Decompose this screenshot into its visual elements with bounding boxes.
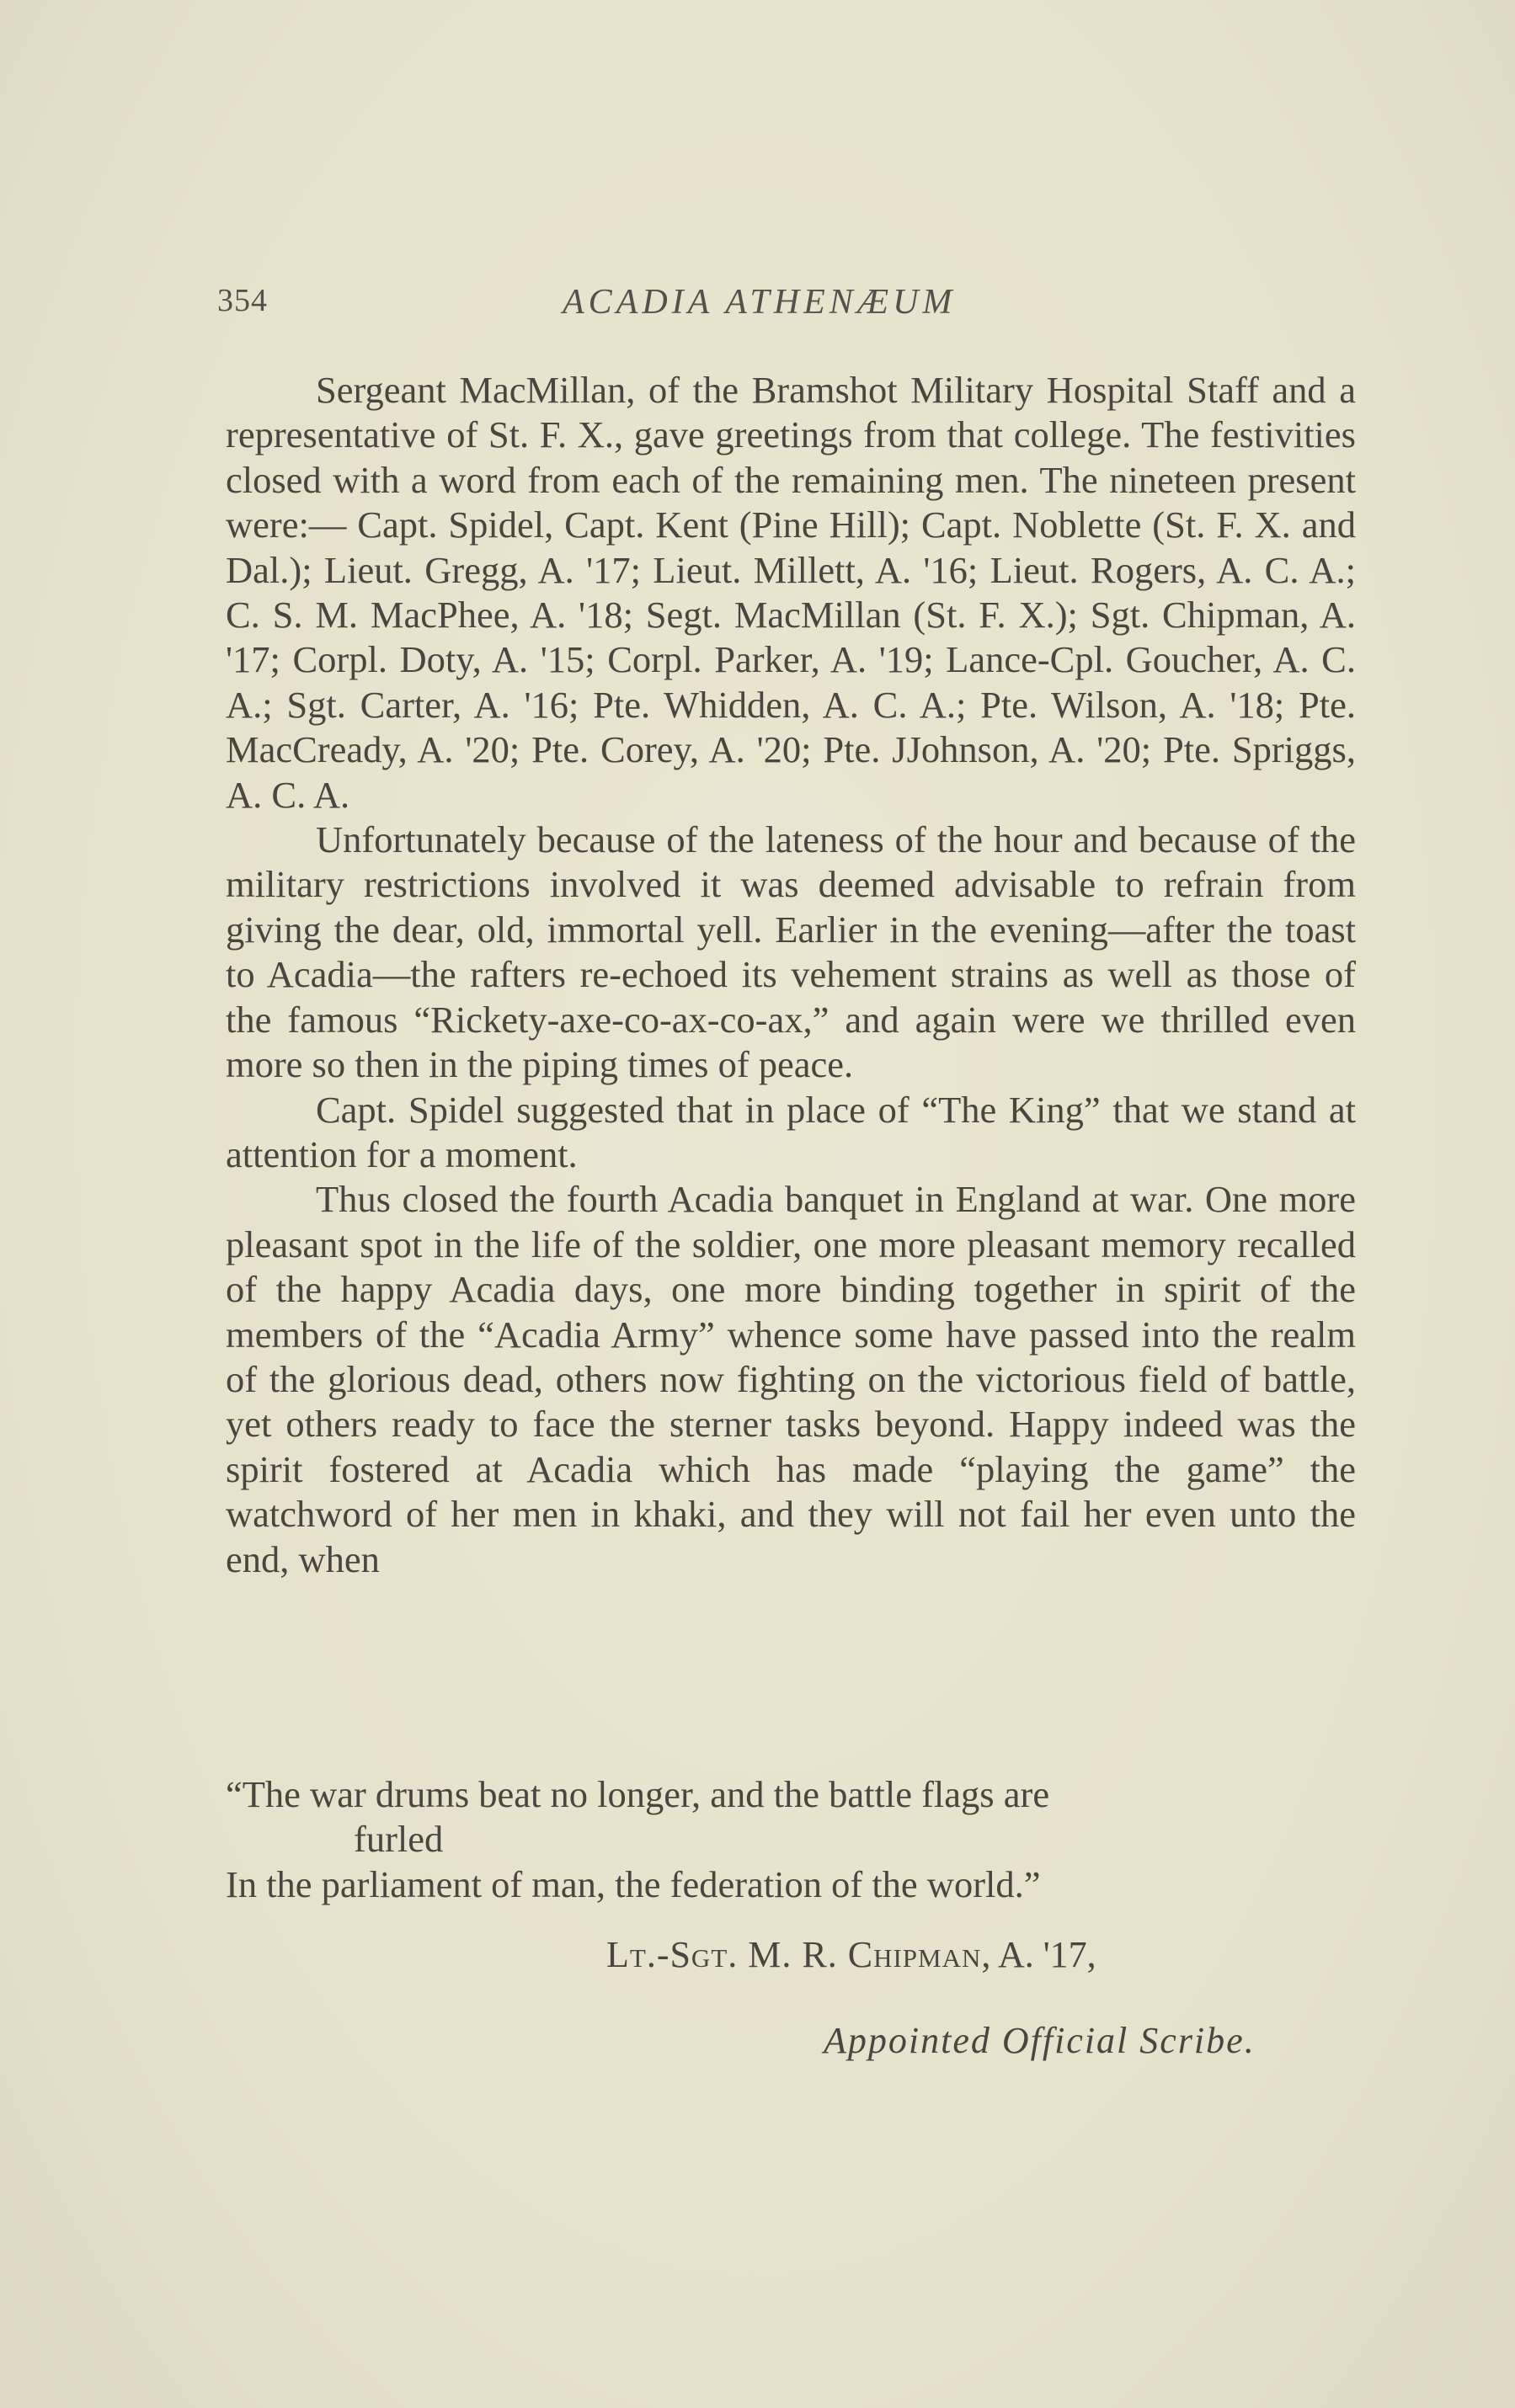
- verse-line: “The war drums beat no longer, and the battle flags are: [226, 1773, 1050, 1815]
- running-head: ACADIA ATHENÆUM: [563, 283, 957, 322]
- signature-appointment: Appointed Official Scribe.: [824, 2020, 1256, 2061]
- verse-quotation: [226, 1772, 1356, 1907]
- signature-line: [606, 1933, 1096, 1976]
- signature-class-year: , A. '17,: [981, 1934, 1096, 1975]
- paragraph: Capt. Spidel suggested that in place of “The King” that we stand at attention for a moment.: [226, 1088, 1356, 1175]
- paragraph: Thus closed the fourth Acadia banquet in England at war. One more pleasant spot in the life of the soldier, one more pleasant memory recalled of the happy Acadia days, one more binding together in spirit of the members of the “Acadia Army” whence some have passed into the realm of the glorious dead, others now fighting on the victorious field of battle, yet others ready to face the sterner tasks beyond. Happy indeed was the spirit fostered at Acadia which has made “playing the game” the watchword of her men in khaki, and they will not fail her even unto the end, when: [226, 1178, 1356, 1580]
- page-header: [217, 282, 1356, 333]
- verse-line-continuation: furled: [354, 1818, 444, 1861]
- signature-name: Lt.-Sgt. M. R. Chipman: [606, 1934, 982, 1975]
- paragraph: Unfortunately because of the lateness of the hour and because of the military restrictions involved it was deemed advisable to refrain from giving the dear, old, immortal yell. Earlier in the evening—after the toast to Acadia—the rafters re-echoed its vehement strains as well as those of the famous “Rickety-axe-co-ax-co-ax,” and again were we thrilled even more so then in the piping times of peace.: [226, 818, 1356, 1086]
- verse-line: In the parliament of man, the federation of the world.”: [226, 1862, 1041, 1905]
- paragraph: Sergeant MacMillan, of the Bramshot Military Hospital Staff and a representative of St. F. X., gave greetings from that college. The festivities closed with a word from each of the remaining men. The nineteen present were:— Capt. Spidel, Capt. Kent (Pine Hill); Capt. Noblette (St. F. X. and Dal.); Lieut. Gregg, A. '17; Lieut. Millett, A. '16; Lieut. Rogers, A. C. A.; C. S. M. MacPhee, A. '18; Segt. MacMillan (St. F. X.); Sgt. Chipman, A. '17; Corpl. Doty, A. '15; Corpl. Parker, A. '19; Lance-Cpl. Goucher, A. C. A.; Sgt. Carter, A. '16; Pte. Whidden, A. C. A.; Pte. Wilson, A. '18; Pte. MacCready, A. '20; Pte. Corey, A. '20; Pte. JJohnson, A. '20; Pte. Spriggs, A. C. A.: [226, 369, 1356, 816]
- page-number: 354: [217, 283, 268, 318]
- article-body: [226, 368, 1356, 1582]
